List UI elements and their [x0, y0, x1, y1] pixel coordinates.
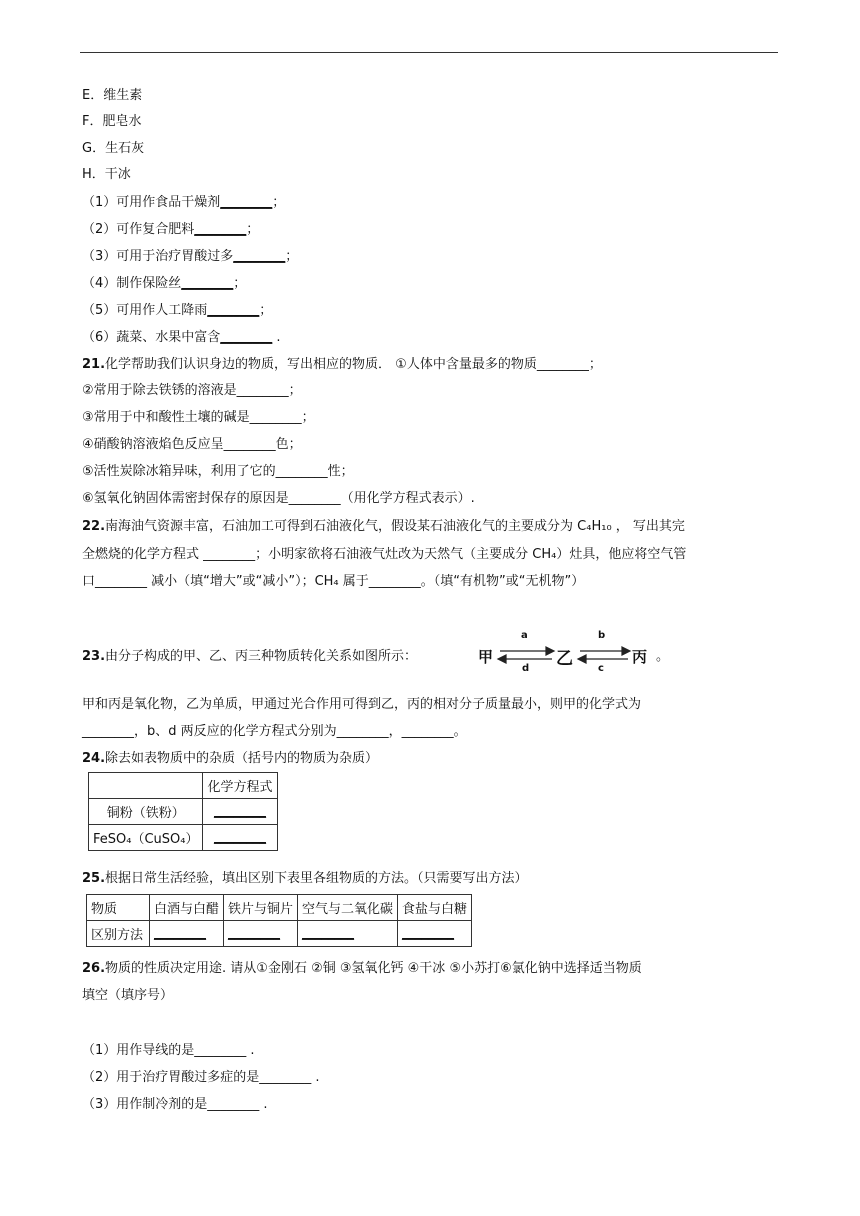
question-number: 23. [82, 649, 106, 664]
answer-blank[interactable]: ________ [220, 330, 273, 345]
answer-blank[interactable]: ________ [233, 249, 286, 264]
header-rule [80, 52, 778, 53]
q22-line-1 [82, 518, 685, 536]
answer-blank[interactable]: ________ [298, 921, 398, 947]
q23-line-3: ________，b、d 两反应的化学方程式分别为________，________。 [82, 724, 467, 739]
question-number: 21. [82, 357, 106, 372]
q23-line-2: 甲和丙是氧化物，乙为单质，甲通过光合作用可得到乙，丙的相对分子质量最小，则甲的化学式为 [82, 697, 642, 712]
question-number: 22. [82, 519, 106, 534]
question-number: 24. [82, 751, 106, 766]
q20-item-4 [82, 275, 246, 293]
question-text: 除去如表物质中的杂质（括号内的物质为杂质） [105, 751, 379, 766]
q21-line-4: ④硝酸钠溶液焰色反应呈________色； [82, 437, 302, 452]
arrow-label-c: c [598, 663, 604, 674]
q23-line-1 [82, 648, 417, 666]
arrow-label-d: d [522, 663, 530, 674]
answer-blank[interactable]: ________ [398, 921, 472, 947]
q20-item-2 [82, 221, 259, 239]
q21-line-1 [82, 356, 602, 374]
q24-line-1 [82, 750, 378, 768]
answer-blank[interactable]: ________ [224, 921, 298, 947]
q20-item-3 [82, 248, 298, 266]
q24-row-name: FeSO₄（CuSO₄） [89, 825, 203, 851]
q21-line-2: ②常用于除去铁锈的溶液是________； [82, 383, 302, 398]
q25-header: 物质 [87, 895, 150, 921]
answer-blank[interactable]: ________ [207, 303, 260, 318]
q24-row-name: 铜粉（铁粉） [89, 799, 203, 825]
answer-blank[interactable]: ________ [194, 222, 247, 237]
node-yi: 乙 [556, 649, 573, 669]
q22-line-2: 全燃烧的化学方程式 ________；小明家欲将石油液气灶改为天然气（主要成分 CH₄）灶具，他应将空气管 [82, 547, 687, 562]
q20-item-text: （1）可用作食品干燥剂 [82, 195, 221, 210]
q23-end: 。 [656, 649, 670, 664]
q24-header: 化学方程式 [203, 773, 277, 799]
option-h: H．干冰 [82, 167, 131, 182]
q25-header: 白酒与白醋 [150, 895, 224, 921]
answer-blank[interactable]: ________ [181, 276, 234, 291]
question-text: 物质的性质决定用途. 请从①金刚石 ②铜 ③氢氧化钙 ④干冰 ⑤小苏打⑥氯化钠中选择适当物质 [105, 961, 642, 976]
q20-item-text: （2）可作复合肥料 [82, 222, 195, 237]
answer-blank[interactable]: ________ [220, 195, 273, 210]
q24-table [88, 772, 278, 851]
q20-item-1 [82, 194, 285, 212]
option-e: E．维生素 [82, 88, 143, 103]
q20-item-end: ； [285, 249, 299, 264]
q25-header: 食盐与白糖 [398, 895, 472, 921]
q25-line-1 [82, 870, 528, 888]
q26-item-3: （3）用作制冷剂的是________ . [82, 1097, 268, 1112]
answer-blank[interactable]: ________ [203, 799, 277, 825]
q20-item-text: （4）制作保险丝 [82, 276, 182, 291]
q25-row-label: 区别方法 [87, 921, 150, 947]
q21-line-5: ⑤活性炭除冰箱异味，利用了它的________性； [82, 464, 354, 479]
question-number: 25. [82, 871, 106, 886]
conversion-diagram [476, 630, 656, 680]
question-text: 化学帮助我们认识身边的物质，写出相应的物质． ①人体中含量最多的物质________； [105, 357, 602, 372]
q25-header: 铁片与铜片 [224, 895, 298, 921]
arrow-label-a: a [521, 630, 528, 641]
answer-blank[interactable]: ________ [203, 825, 277, 851]
q20-item-text: （6）蔬菜、水果中富含 [82, 330, 221, 345]
q20-item-end: ； [246, 222, 260, 237]
q20-item-end: ； [272, 195, 286, 210]
q22-line-3: 口________ 减小（填“增大”或“减小”）；CH₄ 属于________。（填“有机物”或“无机物”） [82, 574, 585, 589]
node-bing: 丙 [632, 648, 648, 666]
arrow-label-b: b [598, 630, 606, 641]
question-text: 由分子构成的甲、乙、丙三种物质转化关系如图所示： [105, 649, 418, 664]
node-jia: 甲 [478, 648, 494, 666]
q25-table [86, 894, 472, 947]
q21-line-6: ⑥氢氧化钠固体需密封保存的原因是________（用化学方程式表示）. [82, 491, 475, 506]
option-g: G．生石灰 [82, 141, 145, 156]
q26-line-1 [82, 960, 642, 978]
q20-item-text: （3）可用于治疗胃酸过多 [82, 249, 234, 264]
question-number: 26. [82, 961, 106, 976]
q21-line-3: ③常用于中和酸性土壤的碱是________； [82, 410, 315, 425]
q26-item-1: （1）用作导线的是________ . [82, 1043, 255, 1058]
q24-empty-cell [89, 773, 203, 799]
option-f: F．肥皂水 [82, 114, 142, 129]
question-text: 根据日常生活经验，填出区别下表里各组物质的方法。（只需要写出方法） [105, 871, 528, 886]
answer-blank[interactable]: ________ [150, 921, 224, 947]
q20-item-end: ； [233, 276, 247, 291]
q20-item-5 [82, 302, 272, 320]
question-text: 南海油气资源丰富，石油加工可得到石油液化气，假设某石油液化气的主要成分为 C₄H₁₀ ， 写出其完 [105, 519, 685, 534]
q20-item-6 [82, 329, 281, 347]
q26-line-2: 填空（填序号） [82, 988, 174, 1003]
q25-header: 空气与二氧化碳 [298, 895, 398, 921]
q20-item-end: ； [259, 303, 273, 318]
q26-item-2: （2）用于治疗胃酸过多症的是________ . [82, 1070, 320, 1085]
q20-item-text: （5）可用作人工降雨 [82, 303, 208, 318]
q20-item-end: . [272, 330, 281, 345]
